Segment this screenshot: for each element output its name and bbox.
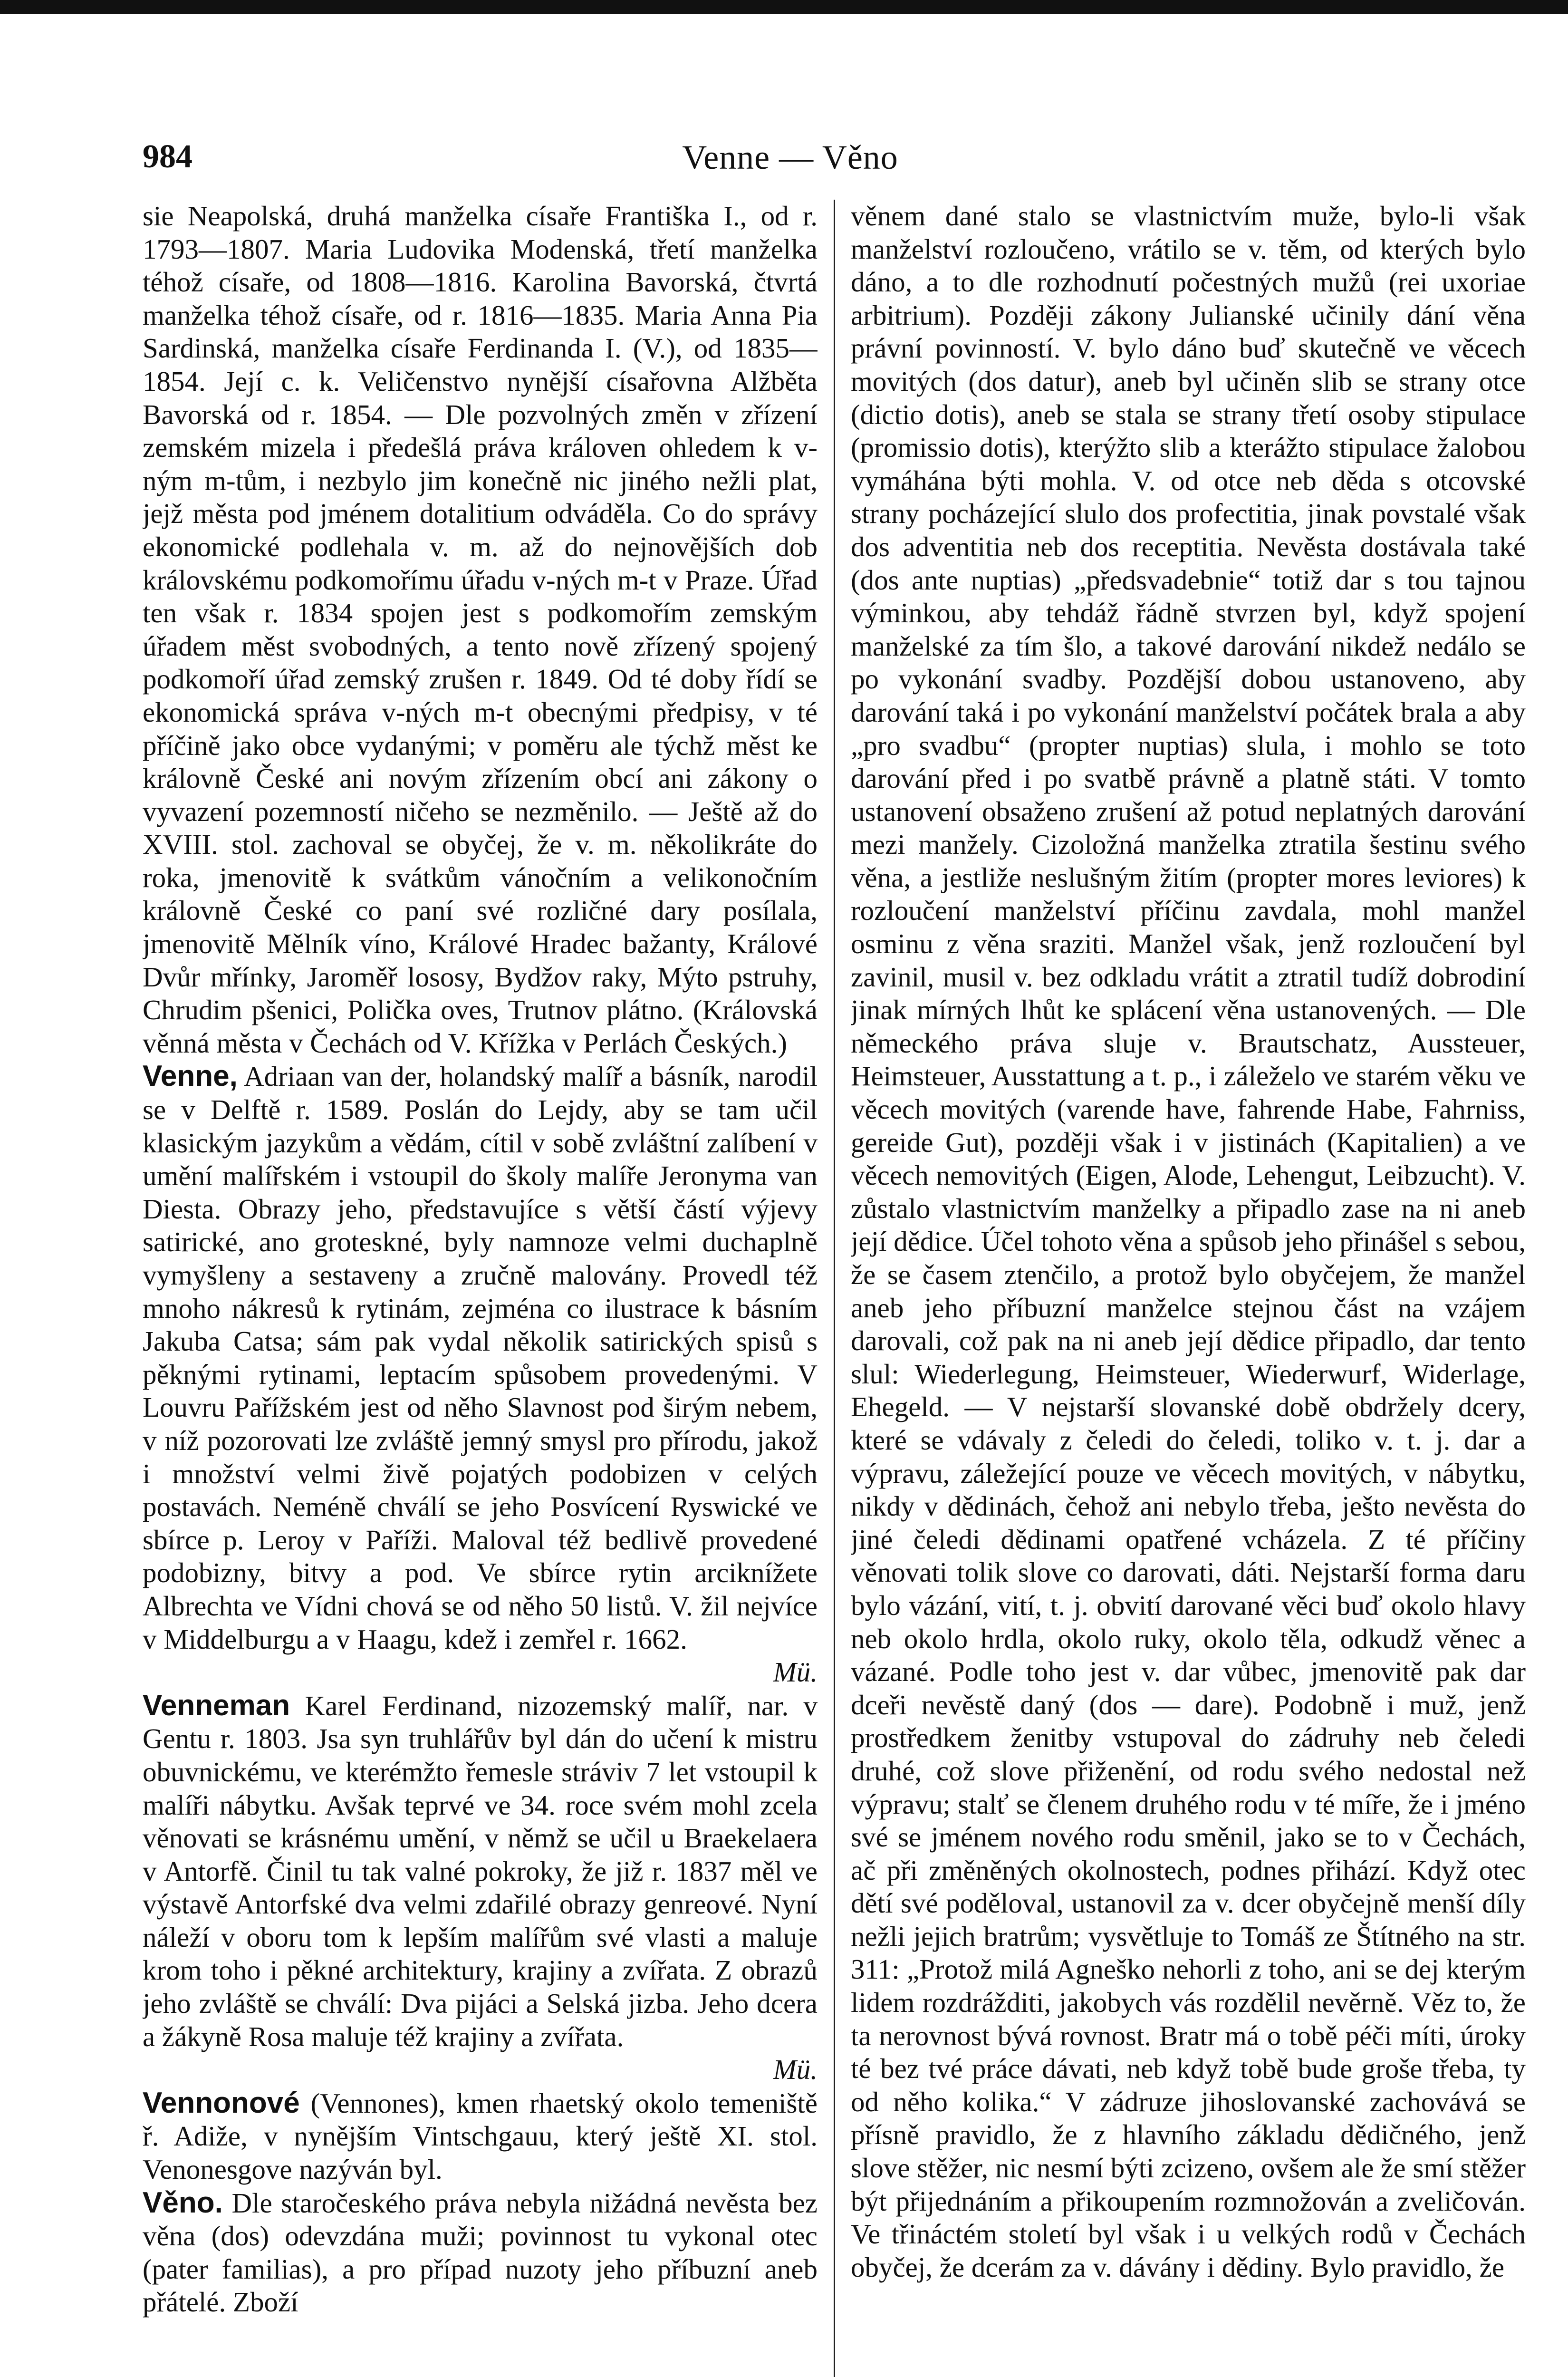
right-column (851, 200, 1526, 2377)
entry-venne-text: Adriaan van der, holandský malíř a básník, narodil se v Delftě r. 1589. Poslán do Lejdy, aby se tam učil klasickým jazykům a vědám, cítil v sobě zvláštní zalíbení v umění malířském i vstoupil do školy malíře Jeronyma van Diesta. Obrazy jeho, představujíce s větší částí výjevy satirické, ano groteskné, byly namnoze velmi duchaplně vymyšleny a sestaveny a zručně malovány. Provedl též mnoho nákresů k rytinám, zejména co ilustrace k básním Jakuba Catsa; sám pak vydal několik satirických spisů s pěknými rytinami, leptacím spůsobem provedenými. V Louvru Pařížském jest od něho Slavnost pod širým nebem, v níž pozorovati lze zvláště jemný smysl pro přírodu, jakož i množství velmi živě pojatých podobizen v celých postavách. Neméně chválí se jeho Posvícení Ryswické ve sbírce p. Leroy v Paříži. Maloval též bedlivě provedené podobizny, bitvy a pod. Ve sbírce rytin arciknížete Albrechta ve Vídni chová se od něho 50 listů. V. žil nejvíce v Middelburgu a v Haagu, kdež i zemřel r. 1662. (143, 1061, 818, 1655)
scan-top-edge (0, 0, 1568, 14)
entry-veno-text: Dle staročeského práva nebyla nižádná nevěsta bez věna (dos) odevzdána muži; povinnost tu vykonal otec (pater familias), a pro případ nuzoty jeho příbuzní aneb přátelé. Zboží (143, 2187, 818, 2318)
entry-vennonove (143, 2087, 818, 2186)
headword-veno: Věno. (143, 2186, 223, 2219)
entry-venne (143, 1060, 818, 1689)
entry-continuation-text: sie Neapolská, druhá manželka císaře Františka I., od r. 1793—1807. Maria Ludovika Modenská, třetí manželka téhož císaře, od 1808—1816. Karolina Bavorská, čtvrtá manželka téhož císaře, od r. 1816—1835. Maria Anna Pia Sardinská, manželka císaře Ferdinanda I. (V.), od 1835—1854. Její c. k. Veličenstvo nynější císařovna Alžběta Bavorská od r. 1854. — Dle pozvolných změn v zřízení zemském mizela i předešlá práva královen ohledem k v-ným m-tům, i nezbylo jim konečně nic jiného nežli plat, jejž města pod jménem dotalitium odváděla. Co do správy ekonomické podlehala v. m. až do nejnovějších dob královskému podkomořímu úřadu v-ných m-t v Praze. Úřad ten však r. 1834 spojen jest s podkomořím zemským úřadem měst svobodných, a tento nově zřízený spojený podkomoří úřad zemský zrušen r. 1849. Od té doby řídí se ekonomická správa v-ných m-t obecnými předpisy, v té příčině jako obce vydanými; v poměru ale týchž měst ke královně České ani novým zřízením obcí ani zákony o vyvazení pozemností ničeho se nezměnilo. — Ještě až do XVIII. stol. zachoval se obyčej, že v. m. několikráte do roka, jmenovitě k svátkům vánočním a velikonočním královně České co paní své rozličné dary posílala, jmenovitě Mělník víno, Králové Hradec bažanty, Králové Dvůr mřínky, Jaroměř lososy, Bydžov raky, Mýto pstruhy, Chrudim pšenici, Polička oves, Trutnov plátno. (Královská věnná města v Čechách od V. Křížka v Perlách Českých.) (143, 200, 818, 1059)
entry-venneman (143, 1689, 818, 2087)
headword-vennonove: Vennonové (143, 2086, 300, 2119)
headword-venne: Venne, (143, 1060, 238, 1093)
entry-venneman-text: Karel Ferdinand, nizozemský malíř, nar. v Gentu r. 1803. Jsa syn truhlářův byl dán do učení k mistru obuvnickému, ve kterémžto řemesle stráviv 7 let vstoupil k malíři nábytku. Avšak teprvé ve 34. roce svém mohl zcela věnovati se krásnému umění, v němž se učil u Braekelaera v Antorfě. Činil tu tak valné pokroky, že již r. 1837 měl ve výstavě Antorfské dva velmi zdařilé obrazy genreové. Nyní náleží v oboru tom k lepším malířům své vlasti a maluje krom toho i pěkné architektury, krajiny a zvířata. Z obrazů jeho zvláště se chválí: Dva pijáci a Selská jizba. Jeho dcera a žákyně Rosa maluje též krajiny a zvířata. (143, 1690, 818, 2052)
entry-veno-continued-text: věnem dané stalo se vlastnictvím muže, bylo-li však manželství rozloučeno, vrátilo se v. těm, od kterých bylo dáno, a to dle rozhodnutí počestných mužů (rei uxoriae arbitrium). Později zákony Julianské učinily dání věna právní povinností. V. bylo dáno buď skutečně ve věcech movitých (dos datur), aneb byl učiněn slib se strany otce (dictio dotis), aneb se stala se strany třetí osoby stipulace (promissio dotis), kterýžto slib a kterážto stipulace žalobou vymáhána býti mohla. V. od otce neb děda s otcovské strany pocházející slulo dos profectitia, jinak povstalé však dos adventitia neb dos receptitia. Nevěsta dostávala také (dos ante nuptias) „předsvadebnie“ totiž dar s tou tajnou výminkou, aby tehdáž řádně stvrzen byl, když spojení manželské za tím šlo, a takové darování nikdež nedálo se po vykonání svadby. Pozdější dobou ustanoveno, aby darování taká i po vykonání manželství počátek brala a aby „pro svadbu“ (propter nuptias) slula, i mohlo se toto darování před i po svatbě právně a platně státi. V tomto ustanovení obsaženo zrušení až potud neplatných darování mezi manžely. Cizoložná manželka ztratila šestinu svého věna, a jestliže neslušným žitím (propter mores leviores) k rozloučení manželství příčinu zavdala, mohl manžel osminu z věna sraziti. Manžel však, jenž rozloučení byl zavinil, musil v. bez odkladu vrátit a ztratil tudíž dobrodiní jinak mírných lhůt ke splácení věna ustanovených. — Dle německého práva sluje v. Brautschatz, Aussteuer, Heimsteuer, Ausstattung a t. p., i záleželo ve starém věku ve věcech movitých (varende have, fahrende Habe, Fahrniss, gereide Gut), později však i v jistinách (Kapitalien) a ve věcech nemovitých (Eigen, Alode, Lehengut, Leibzucht). V. zůstalo vlastnictvím manželky a připadlo zase na ni aneb její dědice. Účel tohoto věna a spůsob jeho přinášel s sebou, že se časem ztenčilo, a protož bylo obyčejem, že manžel aneb jeho příbuzní manželce stejnou část na vzájem darovali, což pak na ni aneb její dědice připadlo, dar tento slul: Wiederlegung, Heimsteuer, Wiederwurf, Widerlage, Ehegeld. — V nejstarší slovanské době obdržely dcery, které se vdávaly z čeledi do čeledi, toliko v. t. j. dar a výpravu, záležející pouze ve věcech movitých, v nábytku, nikdy v dědinách, čehož ani nebylo třeba, ješto nevěsta do jiné čeledi dědinami opatřené vcházela. Z té příčiny věnovati tolik slove co darovati, dáti. Nejstarší forma daru bylo vázání, vití, t. j. obvití darované věci buď okolo hlavy neb okolo hrdla, okolo ruky, okolo těla, odkudž věnec a vázané. Podle toho jest v. dar vůbec, jmenovitě pak dar dceři nevěstě daný (dos — dare). Podobně i muž, jenž prostředkem ženitby vstupoval do zádruhy neb čeledi druhé, což slove přiženění, od rodu svého nedostal než výpravu; stalť se členem druhého rodu v té míře, že i jméno své se jménem nového rodu směnil, jako se to v Čechách, ač při změněných okolnostech, podnes přihází. Když otec dětí své poděloval, ustanovil za v. dcer obyčejně menší díly nežli jejich bratrům; vysvětluje to Tomáš ze Štítného na str. 311: „Protož milá Agneško nehorli z toho, ani se dej kterým lidem rozdrážditi, jakobych vás rozdělil nevěrně. Věz to, že ta nerovnost bývá rovnost. Bratr má o tobě péči míti, úroky té bez tvé práce dávati, neb když tobě bude groše třeba, ty od něho kolika.“ V zádruze jihoslovanské zachovává se přísně pravidlo, že z hlavního základu dědičného, jenž slove stěžer, nic nesmí býti zcizeno, ovšem ale že smí stěžer být přijednáním a přikoupením rozmnožován a zveličován. Ve třináctém století byl však i u velkých rodů v Čechách obyčej, že dcerám za v. dávány i dědiny. Bylo pravidlo, že (851, 200, 1526, 2283)
entry-veno-continued (851, 200, 1526, 2284)
entry-vennonove-text: (Vennones), kmen rhaetský okolo temeniště ř. Adiže, v nynějším Vintschgauu, který ještě XI. stol. Venonesgove nazýván byl. (143, 2087, 818, 2185)
author-signature: Mü. (773, 2054, 818, 2086)
column-divider (834, 200, 835, 2377)
entry-continuation (143, 200, 818, 1060)
left-column (143, 200, 818, 2377)
page-header (143, 133, 1438, 185)
page-number: 984 (143, 138, 192, 175)
running-head: Venne — Věno (682, 138, 898, 176)
entry-veno (143, 2186, 818, 2319)
headword-venneman: Venneman (143, 1689, 290, 1722)
author-signature: Mü. (773, 1656, 818, 1688)
